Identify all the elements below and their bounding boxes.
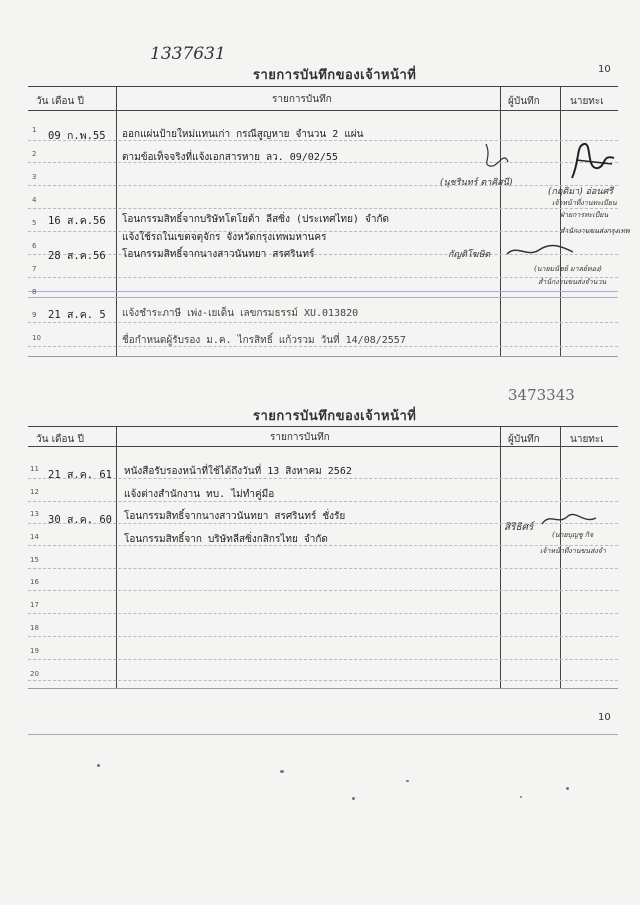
entry-date: 30 ส.ค. 60 [48, 514, 113, 526]
line-number: 4 [32, 196, 37, 204]
line-number: 15 [30, 556, 39, 564]
top-header-date: วัน เดือน ปี [36, 96, 84, 107]
entry-text: โอนกรรมสิทธิ์จากบริษัทโตโยต้า ลีสซิ่ง (ประเทศไทย) จำกัด [122, 214, 389, 225]
entry-text: แจ้งต่างสำนักงาน ทบ. ไม่ทำคู่มือ [124, 489, 275, 500]
top-page-number: 10 [598, 64, 611, 75]
bottom-rule [28, 613, 618, 614]
entry-text: ชื่อกำหนดผู้รับรอง ม.ค. ไกรสิทธิ์ แก้วรวม วันที่ 14/08/2557 [122, 335, 406, 346]
bottom-col-divider-3 [560, 426, 561, 688]
bottom-rule [28, 636, 618, 637]
stamp-text: เจ้าหน้าที่งานทะเบียน [552, 199, 617, 207]
entry-date: 21 ส.ค. 5 [48, 309, 106, 321]
entry-text: โอนกรรมสิทธิ์จากนางสาวนันทยา สรศรินทร์ ชั่งรัย [124, 511, 346, 522]
bottom-table-bottom-border [28, 688, 618, 689]
top-rule [28, 322, 618, 323]
signature-scribble [562, 140, 622, 185]
line-number: 11 [30, 465, 39, 473]
entry-text: หนังสือรับรองหน้าที่ใช้ได้ถึงวันที่ 13 สิงหาคม 2562 [124, 466, 352, 477]
top-section-title: รายการบันทึกของเจ้าหน้าที่ [253, 68, 417, 83]
top-blue-rule [28, 297, 618, 298]
bottom-page-number: 10 [598, 712, 611, 723]
bottom-rule [28, 568, 618, 569]
top-col-divider-3 [560, 86, 561, 356]
top-col-divider-1 [116, 86, 117, 356]
line-number: 19 [30, 647, 39, 655]
bottom-header-record: รายการบันทึก [270, 432, 330, 443]
line-number: 16 [30, 578, 39, 586]
line-number: 17 [30, 601, 39, 609]
entry-date: 21 ส.ค. 61 [48, 469, 113, 481]
top-table-bottom-border [28, 356, 618, 357]
handwritten-file-number: 1337631 [150, 44, 226, 64]
entry-text: โอนกรรมสิทธิ์จาก บริษัทลีสซิ่งกสิกรไทย จำกัด [124, 534, 328, 545]
top-rule [28, 185, 618, 186]
bottom-page-border [28, 734, 618, 735]
entry-date: 16 ส.ค.56 [48, 215, 106, 227]
signature-name: สิริธิศร์ [504, 522, 534, 533]
line-number: 3 [32, 173, 37, 181]
bottom-col-divider-2 [500, 426, 501, 688]
stamp-number: 3473343 [508, 386, 575, 404]
top-header-registrar: นายทะเ [570, 96, 604, 107]
bottom-rule [28, 659, 618, 660]
scan-speck [97, 764, 100, 767]
entry-text: แจ้งใช้รถในเขตจตุจักร จังหวัดกรุงเทพมหานคร [122, 232, 327, 243]
signature-scribble [505, 240, 575, 262]
line-number: 6 [32, 242, 37, 250]
stamp-text: เจ้าหน้าที่งานขนส่งจำ [540, 547, 606, 555]
bottom-header-date: วัน เดือน ปี [36, 434, 84, 445]
top-blue-rule [28, 291, 618, 292]
stamp-text: (นายบุญชู กิจ [552, 531, 594, 539]
bottom-header-registrar: นายทะเ [570, 434, 604, 445]
signature-name: (นุชรินทร์ ตาคิสนี) [440, 178, 513, 188]
line-number: 7 [32, 265, 37, 273]
stamp-text: สำนักงานขนส่งจำนวน [538, 278, 607, 286]
bottom-rule [28, 680, 618, 681]
scan-speck [406, 780, 409, 782]
signature-name: กัญติโฆษิต [448, 250, 491, 260]
scan-speck [520, 796, 522, 798]
top-header-recorder: ผู้บันทึก [508, 96, 540, 107]
top-rule [28, 208, 618, 209]
line-number: 8 [32, 288, 37, 296]
entry-text: ตามข้อเท็จจริงที่แจ้งเอกสารหาย ลว. 09/02/55 [122, 152, 338, 163]
bottom-header-recorder: ผู้บันทึก [508, 434, 540, 445]
scan-speck [280, 770, 284, 773]
entry-date: 28 ส.ค.56 [48, 250, 106, 262]
stamp-text: (นายมนัชย์ มาลย์ทอง) [534, 265, 602, 273]
bottom-rule [28, 501, 618, 502]
stamp-text: สำนักงานขนส่งกรุงเทพ [560, 227, 630, 235]
signature-scribble [478, 140, 518, 170]
entry-text: แจ้งชำระภาษี เพ่ง-เยเด็น เลขกรมธรรม์ XU.013820 [122, 308, 359, 319]
entry-text: ออกแผ่นป้ายใหม่แทนเก่า กรณีสูญหาย จำนวน 2 แผ่น [122, 129, 364, 140]
scan-speck [352, 797, 355, 800]
top-header-record: รายการบันทึก [272, 94, 332, 105]
entry-text: โอนกรรมสิทธิ์จากนางสาวนันทยา สรศรินทร์ [122, 249, 315, 260]
line-number: 14 [30, 533, 39, 541]
top-col-divider-2 [500, 86, 501, 356]
line-number: 1 [32, 126, 37, 134]
signature-name: (กฤติมา) อ่อนศรี [548, 187, 614, 197]
line-number: 2 [32, 150, 37, 158]
stamp-text: ฝ่ายการทะเบียน [560, 211, 609, 219]
entry-date: 09 ก.พ.55 [48, 130, 106, 142]
line-number: 12 [30, 488, 39, 496]
line-number: 10 [32, 334, 41, 342]
bottom-rule [28, 590, 618, 591]
line-number: 20 [30, 670, 39, 678]
line-number: 18 [30, 624, 39, 632]
signature-scribble [540, 508, 600, 530]
line-number: 5 [32, 219, 37, 227]
scan-speck [566, 787, 569, 790]
line-number: 13 [30, 510, 39, 518]
top-rule [28, 277, 618, 278]
bottom-section-title: รายการบันทึกของเจ้าหน้าที่ [253, 409, 417, 424]
line-number: 9 [32, 311, 37, 319]
bottom-col-divider-1 [116, 426, 117, 688]
